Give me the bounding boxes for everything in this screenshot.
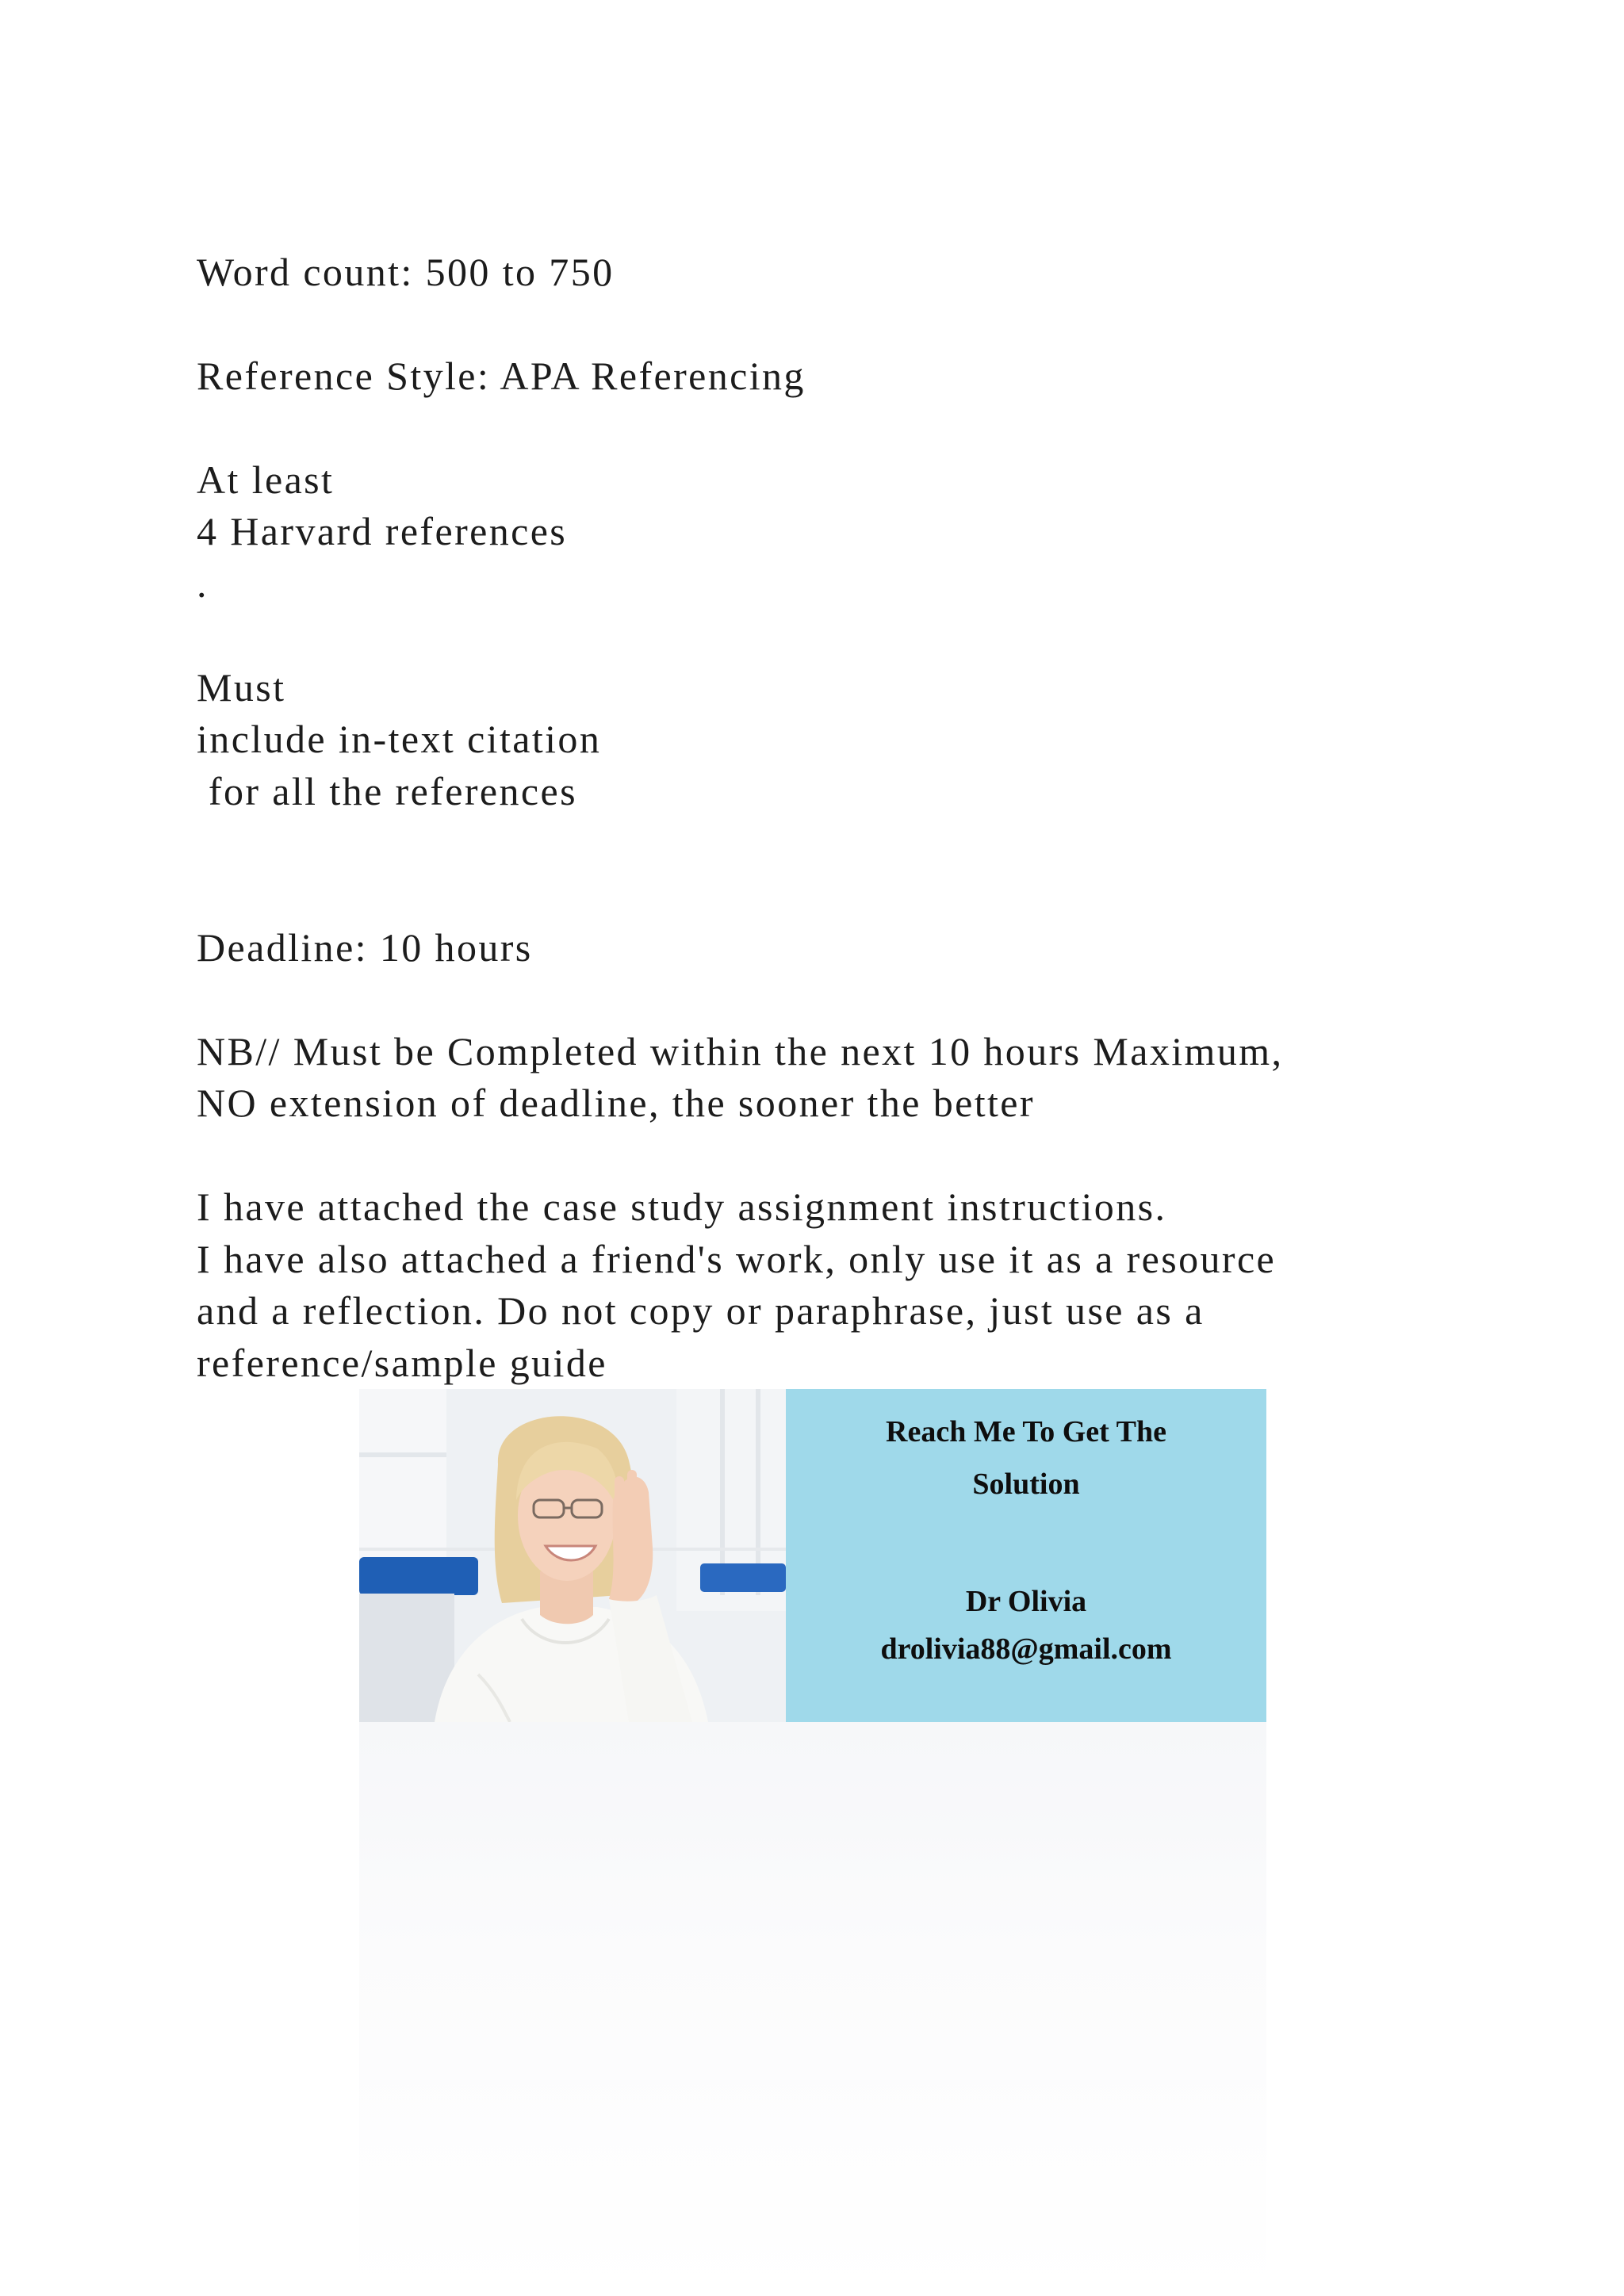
nb-line: NB// Must be Completed within the next 10 hours Maximum, [197, 1029, 1284, 1073]
word-count-line: Word count: 500 to 750 [197, 250, 615, 294]
in-text-citation-line: include in-text citation [197, 717, 602, 761]
friend-work-line: I have also attached a friend's work, only use it as a resource [197, 1237, 1277, 1281]
image-bottom-fade [359, 1722, 1266, 2296]
woman-photo [359, 1389, 786, 1722]
sample-guide-line: reference/sample guide [197, 1341, 607, 1385]
contact-panel [786, 1389, 1266, 1722]
reference-style-line: Reference Style: APA Referencing [197, 354, 806, 398]
harvard-references-line: 4 Harvard references [197, 509, 568, 553]
contact-name: Dr Olivia [965, 1585, 1087, 1618]
period-line: . [197, 561, 209, 606]
contact-email: drolivia88@gmail.com [880, 1632, 1172, 1666]
attached-instructions-line: I have attached the case study assignment instructions. [197, 1184, 1167, 1229]
contact-banner [359, 1389, 1266, 1722]
no-extension-line: NO extension of deadline, the sooner the better [197, 1081, 1035, 1125]
deadline-line: Deadline: 10 hours [197, 925, 533, 970]
all-references-line: for all the references [197, 769, 577, 813]
at-least-line: At least [197, 457, 335, 502]
must-line: Must [197, 665, 286, 710]
contact-heading-line2: Solution [972, 1468, 1080, 1501]
contact-heading-line1: Reach Me To Get The [886, 1415, 1166, 1448]
reflection-line: and a reflection. Do not copy or paraphrase, just use as a [197, 1288, 1205, 1333]
